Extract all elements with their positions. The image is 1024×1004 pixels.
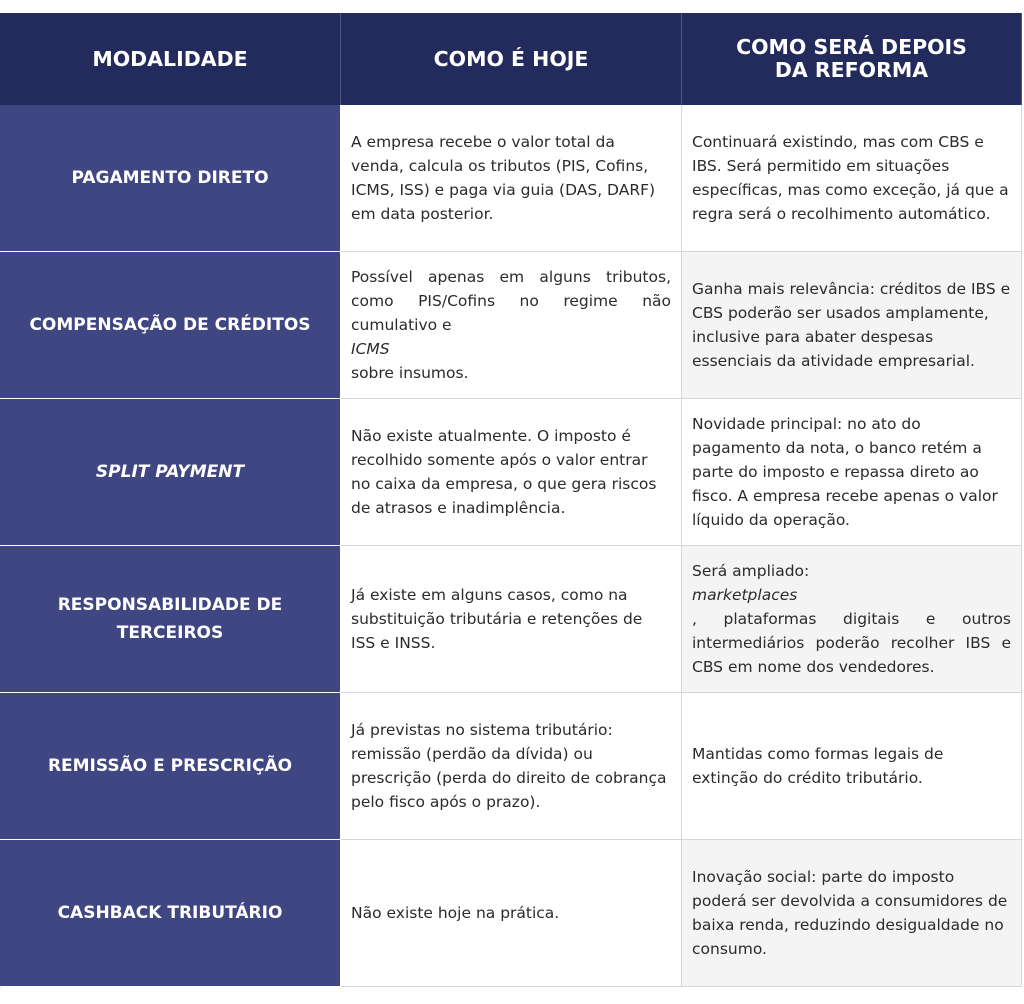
header-line-1: COMO SERÁ DEPOIS xyxy=(736,35,967,59)
cell-depois-responsabilidade-de-terceiros: Será ampliado: marketplaces , plataformas digitais e outros intermediários poderão recolher IBS e CBS em nome dos vendedores. xyxy=(682,546,1022,693)
row-label-remissao-e-prescricao: REMISSÃO E PRESCRIÇÃO xyxy=(0,693,341,840)
cell-hoje-responsabilidade-de-terceiros: Já existe em alguns casos, como na substituição tributária e retenções de ISS e INSS. xyxy=(341,546,682,693)
cell-hoje-split-payment: Não existe atualmente. O imposto é recolhido somente após o valor entrar no caixa da empresa, o que gera riscos de atrasos e inadimplência. xyxy=(341,399,682,546)
reform-comparison-table xyxy=(0,13,1022,987)
cell-hoje-pagamento-direto: A empresa recebe o valor total da venda, calcula os tributos (PIS, Cofins, ICMS, ISS) e paga via guia (DAS, DARF) em data posterior. xyxy=(341,105,682,252)
row-label-compensacao-de-creditos: COMPENSAÇÃO DE CRÉDITOS xyxy=(0,252,341,399)
header-como-e-hoje: COMO É HOJE xyxy=(341,13,682,105)
header-line-2: DA REFORMA xyxy=(774,58,929,82)
cell-hoje-cashback-tributario: Não existe hoje na prática. xyxy=(341,840,682,987)
header-modalidade: MODALIDADE xyxy=(0,13,341,105)
cell-depois-pagamento-direto: Continuará existindo, mas com CBS e IBS. Será permitido em situações específicas, mas como exceção, já que a regra será o recolhimento automático. xyxy=(682,105,1022,252)
cell-depois-split-payment: Novidade principal: no ato do pagamento da nota, o banco retém a parte do imposto e repassa direto ao fisco. A empresa recebe apenas o valor líquido da operação. xyxy=(682,399,1022,546)
header-como-sera-depois xyxy=(682,13,1022,105)
row-label-cashback-tributario: CASHBACK TRIBUTÁRIO xyxy=(0,840,341,987)
italic-term: marketplaces xyxy=(692,586,798,604)
cell-depois-compensacao-de-creditos: Ganha mais relevância: créditos de IBS e CBS poderão ser usados amplamente, inclusive para abater despesas essenciais da atividade empresarial. xyxy=(682,252,1022,399)
cell-depois-remissao-e-prescricao: Mantidas como formas legais de extinção do crédito tributário. xyxy=(682,693,1022,840)
row-label-pagamento-direto: PAGAMENTO DIRETO xyxy=(0,105,341,252)
cell-hoje-remissao-e-prescricao: Já previstas no sistema tributário: remissão (perdão da dívida) ou prescrição (perda do direito de cobrança pelo fisco após o prazo). xyxy=(341,693,682,840)
row-label-split-payment: SPLIT PAYMENT xyxy=(0,399,341,546)
cell-hoje-compensacao-de-creditos: Possível apenas em alguns tributos, como PIS/Cofins no regime não cumulativo e ICMS sobre insumos. xyxy=(341,252,682,399)
cell-depois-cashback-tributario: Inovação social: parte do imposto poderá ser devolvida a consumidores de baixa renda, reduzindo desigualdade no consumo. xyxy=(682,840,1022,987)
row-label-responsabilidade-de-terceiros: RESPONSABILIDADE DE TERCEIROS xyxy=(0,546,341,693)
italic-term: ICMS xyxy=(351,340,390,358)
